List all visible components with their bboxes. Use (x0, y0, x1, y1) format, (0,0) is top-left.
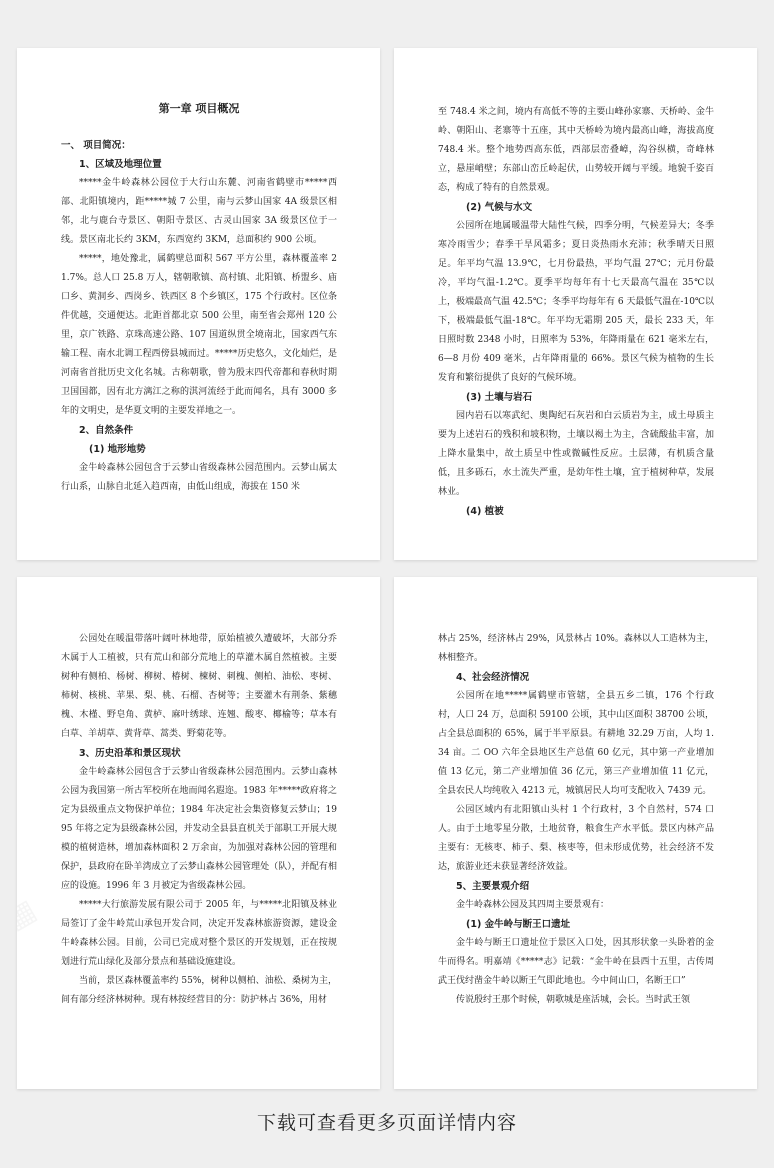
subsection-heading: (4) 植被 (466, 506, 504, 517)
paragraph: 公园所在地*****属鹤壁市管辖，全县五乡二镇，176 个行政村，人口 24 万，总面积 59100 公顷，其中山区面积 38700 公顷，占全县总面积的 65%，属于半平原县。有耕地 32.29 万亩，人均 1.34 亩。二 OO 六年全县地区生产总值 60 亿元，其中第一产业增加值 13 亿元，第二产业增加值 36 亿元，第三产业增加值 11 亿元，全县农民人均纯收入 4213 元，城镇居民人均可支配收入 7439 元。 (438, 691, 714, 796)
subsection-heading: (3) 土壤与岩石 (466, 392, 533, 403)
paragraph: 公园处在暖温带落叶阔叶林地带，原始植被久遭破坏，大部分乔木属于人工植被，只有荒山和部分荒地上的草灌木属自然植被。主要树种有侧柏、杨树、柳树、椿树、楝树、刺槐、侧柏、油松、枣树、柿树、核桃、苹果、梨、桃、石榴、杏树等；主要灌木有荆条、紫穗槐、木槿、野皂角、黄栌、麻叶绣球、连翘、酸枣、椰榆等；草本有白草、羊胡草、黄背草、蒿类、野菊花等。 (61, 634, 337, 739)
subsection-heading: 4、社会经济情况 (456, 672, 530, 683)
document-page-1 (17, 48, 380, 560)
paragraph: 当前，景区森林覆盖率约 55%，树种以侧柏、油松、桑树为主，间有部分经济林树种。现有林按经营目的分：防护林占 36%，用材 (61, 976, 337, 1005)
subsection-heading: (2) 气候与水文 (466, 202, 533, 213)
page-3-content (61, 630, 337, 1010)
subsection-heading: 2、自然条件 (79, 425, 134, 436)
paragraph: 金牛岭森林公园包含于云梦山省级森林公园范围内。云梦山属太行山系，山脉自北延入趋西南，由低山组成，海拔在 150 米 (61, 463, 337, 492)
paragraph: *****金牛岭森林公园位于大行山东麓、河南省鹤壁市*****西部、北阳镇境内，距*****城 7 公里，南与云梦山国家 4A 级景区相邻，北与鹿台寺景区、朝阳寺景区、古灵山国家 3A 级景区位于一线。景区南北长约 3KM，东西宽约 3KM，总面积约 900 公顷。 (61, 178, 337, 245)
subsection-heading: (1) 金牛岭与断王口遗址 (466, 919, 571, 930)
subsection-heading: 3、历史沿革和景区现状 (79, 748, 181, 759)
page-4-content (438, 630, 714, 1010)
paragraph: 金牛岭森林公园包含于云梦山省级森林公园范围内。云梦山森林公园为我国第一所古军校所在地而闻名遐迩。1983 年*****政府将之定为县级重点文物保护单位；1984 年决定社会集资修复云梦山；1995 年将之定为县级森林公园，并发动全县县直机关于部职工开展大规模的植树造林，增加森林面积 2 万余亩，为加强对森林公园的管理和保护，县政府在卧羊湾成立了云梦山森林公园管理处（队），并配有相应的设施。1996 年 3 月被定为省级森林公园。 (61, 767, 337, 891)
document-page-3 (17, 577, 380, 1089)
paragraph: 至 748.4 米之间，境内有高低不等的主要山峰孙家寨、天桥岭、金牛岭、朝阳山、老寨等十五座，其中天桥岭为境内最高山峰，海拔高度 748.4 米。整个地势西高东低，西部层峦叠嶂，沟谷纵横，奇峰林立，悬崖峭壁；东部山峦丘岭起伏，山势较开阔与平缓。地貌千姿百态，构成了特有的自然景观。 (438, 107, 714, 193)
paragraph: 公园区域内有北阳镇山头村 1 个行政村，3 个自然村，574 口人。由于土地零星分散，土地贫脊，粮食生产水平低。景区内林产品主要有：无核枣、柿子、梨、核枣等，但未形成优势，社会经济不发达，旅游业还未获显著经济效益。 (438, 805, 714, 872)
paragraph: 公园所在地属暖温带大陆性气候，四季分明，气候差异大；冬季寒冷雨雪少；春季干旱风霜多；夏日炎热雨水充沛；秋季晴天日照足。年平均气温 13.9℃，七月份最热，平均气温 27℃；元月份最冷，平均气温-1.2℃。夏季平均每年有十七天最高气温在 35℃以上，极端最高气温 42.5℃；冬季平均每年有 6 天最低气温在-10℃以下，极端最低气温-18℃。年平均无霜期 205 天，最长 233 天，年日照时数 2348 小时，日照率为 53%，年降雨量在 621 毫米左右，6—8 月份 409 毫米，占年降雨量的 66%。景区气候为植物的生长发育和繁衍提供了良好的气候环境。 (438, 221, 714, 383)
download-more-link[interactable]: 下载可查看更多页面详情内容 (256, 1112, 517, 1134)
page-2-content (438, 103, 714, 521)
paragraph: 传说殷纣王那个时候，朝歌城是座活城，会长。当时武王领 (456, 995, 691, 1005)
paragraph: 金牛岭与断王口遗址位于景区入口处，因其形状象一头卧着的金牛而得名。明嘉靖《*****志》记载：“金牛岭在县西十五里，古传周武王伐纣凿金牛岭以断王气即此地也。今中间山口，名断王口” (438, 938, 714, 986)
paragraph: *****大行旅游发展有限公司于 2005 年，与*****北阳镇及林业局签订了金牛岭荒山承包开发合同，决定开发森林旅游资源，建设金牛岭森林公园。目前，公司已完成对整个景区的开发规划，正在按规划进行荒山绿化及部分景点和基础设施建设。 (61, 900, 337, 967)
paragraph: 园内岩石以寒武纪、奥陶纪石灰岩和白云质岩为主，成土母质主要为上述岩石的残积和坡积物，土壤以褐土为主，含硫酸盐丰富，加上降水量集中，故土质呈中性或微碱性反应。土层薄，有机质含量低，且多砾石，水土流失严重，是幼年性土壤，宜于植树种草，发展林业。 (438, 411, 714, 497)
watermark (17, 892, 42, 936)
document-page-4 (394, 577, 757, 1089)
chapter-title: 第一章 项目概况 (158, 102, 240, 115)
page-1-content (61, 98, 337, 497)
paragraph: 林占 25%，经济林占 29%，风景林占 10%。森林以人工造林为主，林相整齐。 (438, 634, 714, 663)
section-heading: 一、 项目简况： (61, 140, 131, 151)
document-page-2 (394, 48, 757, 560)
subsection-heading: 5、主要景观介绍 (456, 881, 530, 892)
paragraph: *****，地处豫北，属鹤壁总面积 567 平方公里，森林覆盖率 21.7%。总人口 25.8 万人，辖朝歌镇、高村镇、北阳镇、桥盟乡、庙口乡、黄洞乡、西岗乡、铁西区 8 个乡镇区，175 个行政村。区位条件优越，交通便达。北距首都北京 500 公里，南至省会郑州 120 公里，京广铁路、京珠高速公路、107 国道纵贯全境南北，国家西气东输工程、南水北调工程西傍县城而过。*****历史悠久，文化灿烂，是河南省首批历史文化名城。古称朝歌，曾为殷末四代帝都和春秋时期卫国国都，因有北方漓江之称的淇河流经于此而闻名，具有 3000 多年的文明史，是华夏文明的主要发祥地之一。 (61, 254, 337, 416)
subsection-heading: (1) 地形地势 (89, 444, 146, 455)
paragraph: 金牛岭森林公园及其四周主要景观有： (456, 900, 610, 910)
subsection-heading: 1、区域及地理位置 (79, 159, 162, 170)
